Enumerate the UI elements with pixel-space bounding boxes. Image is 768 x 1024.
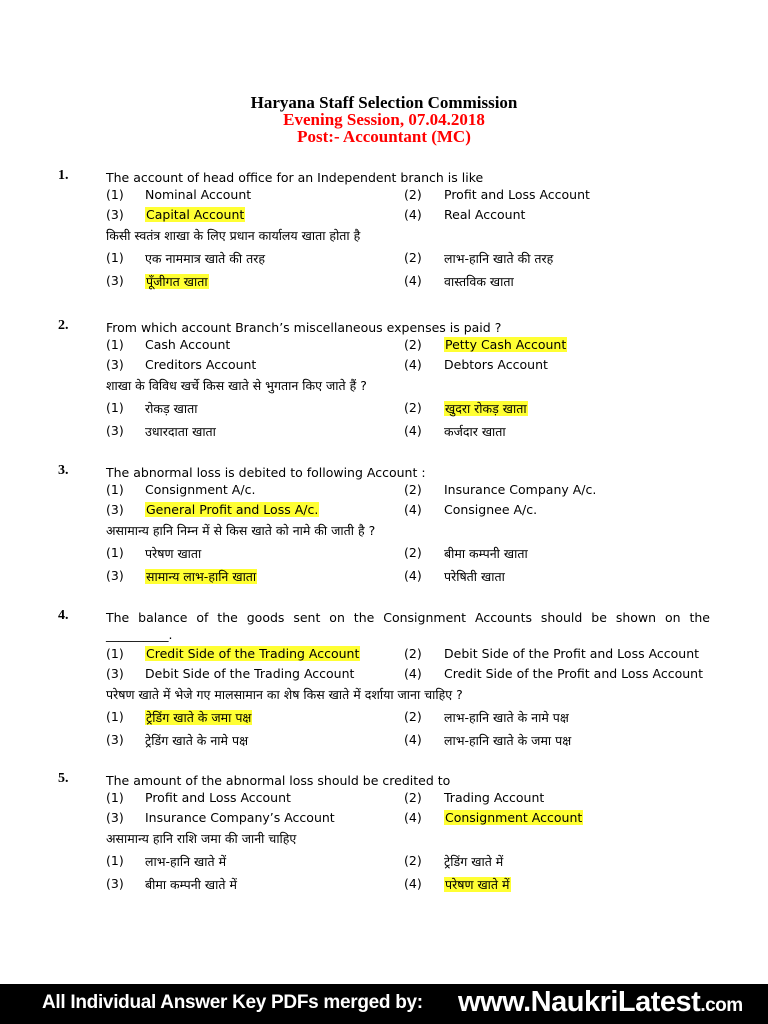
option-text: Trading Account xyxy=(444,790,545,805)
option-number: (1) xyxy=(106,709,124,724)
option-number: (2) xyxy=(404,545,422,560)
brand-prefix: www. xyxy=(458,986,531,1018)
option-number: (1) xyxy=(106,250,124,265)
option-number: (1) xyxy=(106,790,124,805)
question-number: 3. xyxy=(58,463,69,478)
footer-brand xyxy=(458,986,743,1019)
option-text: Debit Side of the Profit and Loss Account xyxy=(444,646,700,661)
hindi-option-row xyxy=(0,876,768,895)
option-cell xyxy=(444,790,544,805)
question-number: 1. xyxy=(58,168,69,183)
hindi-option-row xyxy=(0,545,768,564)
option-number: (2) xyxy=(404,646,422,661)
option-number: (4) xyxy=(404,809,422,825)
option-number: (1) xyxy=(106,482,124,497)
option-cell xyxy=(145,187,251,202)
option-cell xyxy=(444,853,503,870)
option-number: (2) xyxy=(404,853,422,868)
correct-option-text: Petty Cash Account xyxy=(445,337,567,352)
question-number: 5. xyxy=(58,771,69,786)
hindi-question-text: शाखा के विविध खर्चे किस खाते से भुगतान किए जाते हैं ? xyxy=(106,378,367,393)
option-number: (2) xyxy=(404,790,422,805)
option-number: (1) xyxy=(106,646,124,661)
option-cell xyxy=(145,545,201,562)
option-number: (3) xyxy=(106,568,124,583)
correct-option-text: सामान्य लाभ-हानि खाता xyxy=(146,569,257,584)
option-cell xyxy=(444,810,583,825)
question-text: The abnormal loss is debited to following Account : xyxy=(106,465,426,480)
option-text: Creditors Account xyxy=(145,356,257,372)
option-text: Nominal Account xyxy=(145,187,252,202)
brand-suffix: .com xyxy=(700,995,743,1016)
english-option-row xyxy=(0,502,768,521)
hindi-question-text: किसी स्वतंत्र शाखा के लिए प्रधान कार्यालय खाता होता है xyxy=(106,228,361,243)
option-cell xyxy=(145,790,291,805)
option-number: (3) xyxy=(106,809,124,825)
option-cell xyxy=(444,187,590,202)
option-cell xyxy=(444,502,537,517)
option-cell xyxy=(145,568,257,585)
option-cell xyxy=(444,482,596,497)
option-number: (2) xyxy=(404,482,422,497)
question-text: The amount of the abnormal loss should be credited to xyxy=(106,773,451,788)
option-cell xyxy=(145,337,230,352)
option-text: लाभ-हानि खाते के नामे पक्ष xyxy=(444,710,569,725)
option-text: Cash Account xyxy=(145,337,231,352)
correct-option-text: ट्रेडिंग खाते के जमा पक्ष xyxy=(146,710,252,725)
hindi-option-row xyxy=(0,273,768,292)
commission-title: Haryana Staff Selection Commission xyxy=(250,93,518,112)
option-number: (4) xyxy=(404,665,422,681)
option-cell xyxy=(444,709,569,726)
english-option-row xyxy=(0,207,768,226)
option-text: Insurance Company A/c. xyxy=(444,482,597,497)
option-text: उधारदाता खाता xyxy=(145,424,216,439)
option-number: (4) xyxy=(404,273,422,288)
option-cell xyxy=(444,400,528,417)
question-blank: __________. xyxy=(106,627,173,642)
option-cell xyxy=(145,423,216,440)
footer-text: All Individual Answer Key PDFs merged by: xyxy=(42,992,423,1013)
option-cell xyxy=(145,876,237,893)
question-text: From which account Branch’s miscellaneous expenses is paid ? xyxy=(106,320,502,335)
option-number: (2) xyxy=(404,400,422,415)
option-number: (3) xyxy=(106,356,124,372)
question-text: The balance of the goods sent on the Consignment Accounts should be shown on the xyxy=(106,610,710,625)
hindi-question-text: असामान्य हानि राशि जमा की जानी चाहिए xyxy=(106,831,297,846)
option-cell xyxy=(145,732,248,749)
option-text: Consignment A/c. xyxy=(145,482,256,497)
option-number: (3) xyxy=(106,206,124,222)
question-number: 2. xyxy=(58,318,69,333)
post-title: Post:- Accountant (MC) xyxy=(297,127,471,146)
hindi-option-row xyxy=(0,568,768,587)
session-title: Evening Session, 07.04.2018 xyxy=(283,110,485,129)
correct-option-text: खुदरा रोकड़ खाता xyxy=(445,401,527,416)
question-number: 4. xyxy=(58,608,69,623)
english-option-row xyxy=(0,646,768,665)
option-number: (4) xyxy=(404,356,422,372)
option-number: (2) xyxy=(404,709,422,724)
option-text: परेषिती खाता xyxy=(444,569,505,584)
option-cell xyxy=(444,732,571,749)
option-text: Debtors Account xyxy=(444,356,548,372)
english-option-row xyxy=(0,482,768,501)
option-number: (4) xyxy=(404,732,422,747)
option-text: Consignee A/c. xyxy=(444,501,538,517)
option-cell xyxy=(145,666,354,681)
option-number: (4) xyxy=(404,501,422,517)
option-text: परेषण खाता xyxy=(145,546,202,561)
hindi-option-row xyxy=(0,423,768,442)
option-cell xyxy=(444,666,703,681)
option-number: (4) xyxy=(404,876,422,891)
option-text: Profit and Loss Account xyxy=(145,790,291,805)
option-cell xyxy=(145,273,209,290)
option-number: (1) xyxy=(106,400,124,415)
option-number: (3) xyxy=(106,501,124,517)
option-number: (4) xyxy=(404,568,422,583)
option-cell xyxy=(145,810,335,825)
option-number: (2) xyxy=(404,187,422,202)
option-cell xyxy=(145,646,360,661)
option-text: Profit and Loss Account xyxy=(444,187,590,202)
hindi-option-row xyxy=(0,250,768,269)
option-cell xyxy=(444,207,525,222)
option-text: Insurance Company’s Account xyxy=(145,809,335,825)
option-cell xyxy=(444,357,548,372)
option-cell xyxy=(145,482,255,497)
option-cell xyxy=(145,853,226,870)
option-number: (1) xyxy=(106,187,124,202)
hindi-option-row xyxy=(0,400,768,419)
option-number: (4) xyxy=(404,206,422,222)
option-cell xyxy=(444,876,511,893)
correct-option-text: Capital Account xyxy=(146,206,245,222)
option-cell xyxy=(444,646,699,661)
option-text: एक नाममात्र खाते की तरह xyxy=(145,251,265,266)
correct-option-text: परेषण खाते में xyxy=(445,877,510,892)
option-text: रोकड़ खाता xyxy=(145,401,198,416)
option-cell xyxy=(145,207,245,222)
option-number: (1) xyxy=(106,853,124,868)
option-number: (3) xyxy=(106,732,124,747)
english-option-row xyxy=(0,666,768,685)
option-text: ट्रेडिंग खाते में xyxy=(444,854,504,869)
option-cell xyxy=(444,423,506,440)
option-text: वास्तविक खाता xyxy=(444,274,514,289)
option-cell xyxy=(145,357,256,372)
english-option-row xyxy=(0,187,768,206)
option-cell xyxy=(444,273,514,290)
option-number: (3) xyxy=(106,876,124,891)
correct-option-text: पूँजीगत खाता xyxy=(146,274,208,289)
option-cell xyxy=(444,545,528,562)
english-option-row xyxy=(0,810,768,829)
hindi-question-text: परेषण खाते में भेजे गए मालसामान का शेष किस खाते में दर्शाया जाना चाहिए ? xyxy=(106,687,463,702)
option-cell xyxy=(444,337,567,352)
option-text: ट्रेडिंग खाते के नामे पक्ष xyxy=(145,733,249,748)
option-text: Real Account xyxy=(444,206,526,222)
hindi-option-row xyxy=(0,732,768,751)
option-cell xyxy=(145,400,197,417)
option-number: (1) xyxy=(106,337,124,352)
hindi-question-text: असामान्य हानि निम्न में से किस खाते को नामे की जाती है ? xyxy=(106,523,376,538)
correct-option-text: General Profit and Loss A/c. xyxy=(146,501,319,517)
option-number: (3) xyxy=(106,665,124,681)
correct-option-text: Credit Side of the Trading Account xyxy=(146,646,360,661)
option-text: बीमा कम्पनी खाता xyxy=(444,546,528,561)
document-header xyxy=(0,94,768,145)
option-text: बीमा कम्पनी खाते में xyxy=(145,877,237,892)
english-option-row xyxy=(0,790,768,809)
option-number: (1) xyxy=(106,545,124,560)
english-option-row xyxy=(0,357,768,376)
option-text: लाभ-हानि खाते की तरह xyxy=(444,251,554,266)
hindi-option-row xyxy=(0,853,768,872)
option-number: (3) xyxy=(106,273,124,288)
option-number: (2) xyxy=(404,337,422,352)
question-text: The account of head office for an Independent branch is like xyxy=(106,170,484,185)
footer-banner xyxy=(0,984,768,1024)
option-cell xyxy=(145,502,319,517)
option-text: Credit Side of the Profit and Loss Account xyxy=(444,665,704,681)
correct-option-text: Consignment Account xyxy=(445,809,583,825)
option-cell xyxy=(145,709,252,726)
option-cell xyxy=(444,250,553,267)
option-number: (4) xyxy=(404,423,422,438)
option-text: कर्जदार खाता xyxy=(444,424,506,439)
hindi-option-row xyxy=(0,709,768,728)
option-text: लाभ-हानि खाते में xyxy=(145,854,227,869)
option-text: Debit Side of the Trading Account xyxy=(145,665,355,681)
option-text: लाभ-हानि खाते के जमा पक्ष xyxy=(444,733,572,748)
option-cell xyxy=(145,250,265,267)
option-number: (2) xyxy=(404,250,422,265)
english-option-row xyxy=(0,337,768,356)
brand-name: NaukriLatest xyxy=(530,986,701,1018)
option-cell xyxy=(444,568,505,585)
option-number: (3) xyxy=(106,423,124,438)
